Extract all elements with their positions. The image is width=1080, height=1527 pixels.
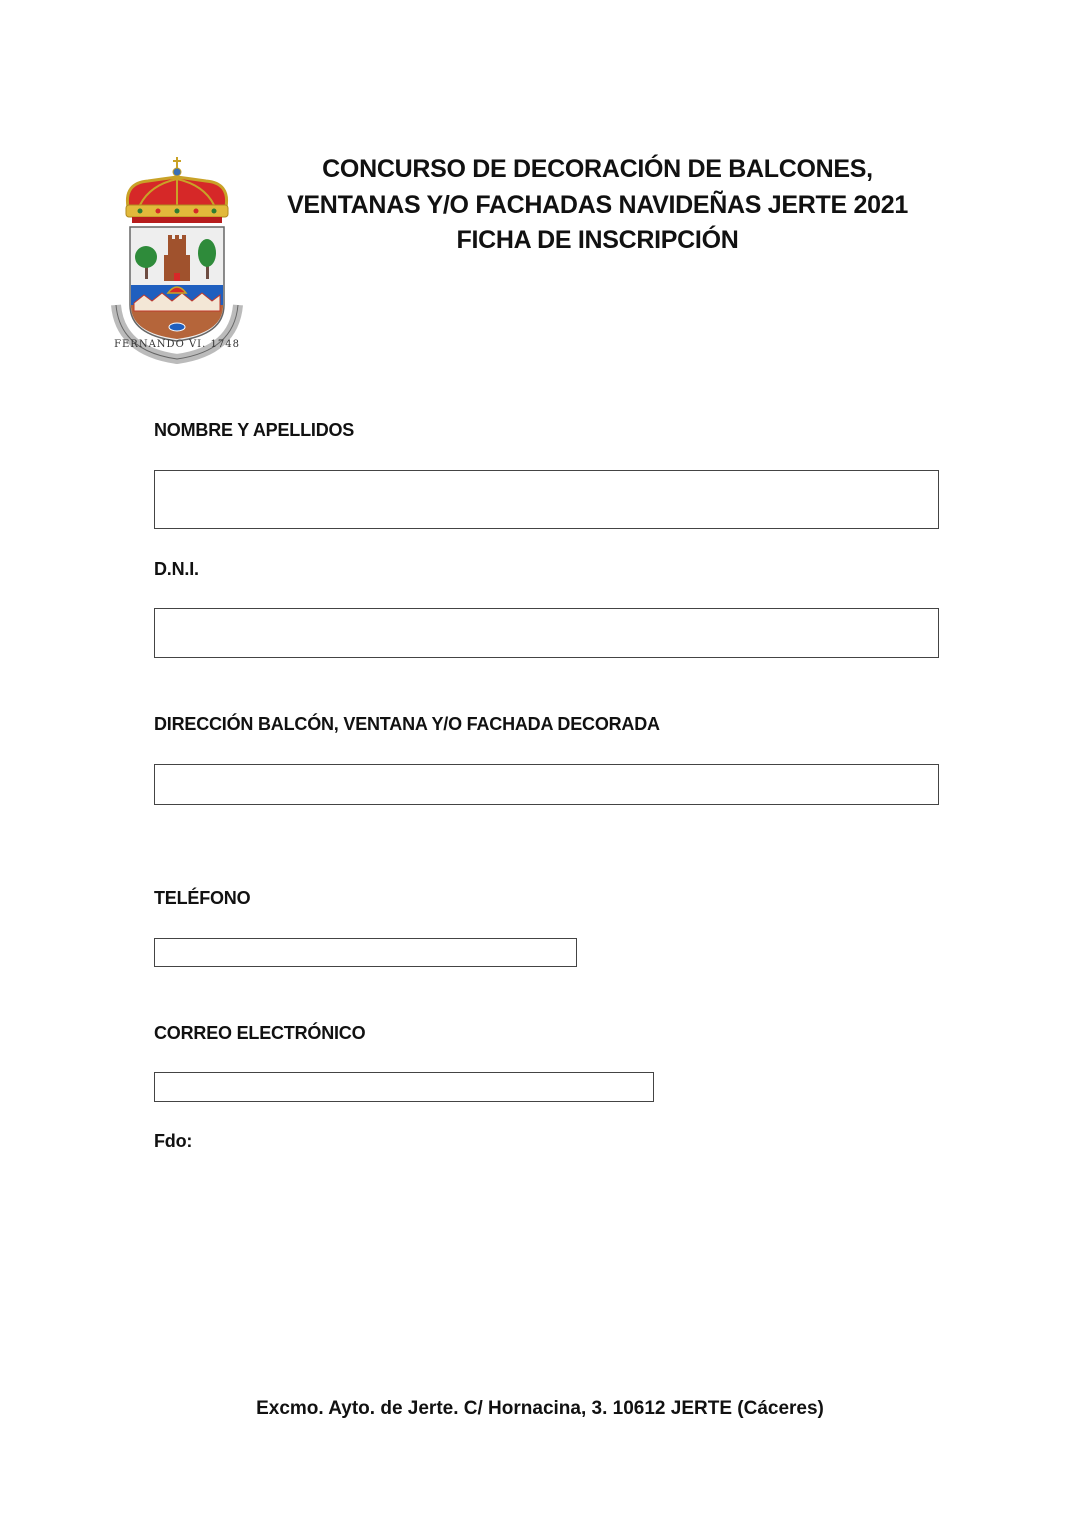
nombre-field[interactable] bbox=[154, 470, 939, 529]
nombre-label: NOMBRE Y APELLIDOS bbox=[154, 420, 355, 440]
title-line-2: VENTANAS Y/O FACHADAS NAVIDEÑAS JERTE 2021 bbox=[287, 190, 908, 219]
crown-icon bbox=[126, 157, 228, 223]
shield-icon bbox=[130, 227, 224, 341]
footer-address: Excmo. Ayto. de Jerte. C/ Hornacina, 3. 10612 JERTE (Cáceres) bbox=[256, 1398, 824, 1419]
svg-text:FERNANDO VI. 1748: FERNANDO VI. 1748 bbox=[114, 339, 240, 350]
dni-label: D.N.I. bbox=[154, 559, 199, 579]
telefono-label: TELÉFONO bbox=[154, 888, 251, 908]
municipal-coat-of-arms bbox=[110, 155, 245, 365]
title-line-3: FICHA DE INSCRIPCIÓN bbox=[456, 226, 739, 254]
firma-label: Fdo: bbox=[154, 1131, 193, 1151]
correo-label: CORREO ELECTRÓNICO bbox=[154, 1023, 366, 1043]
direccion-label: DIRECCIÓN BALCÓN, VENTANA Y/O FACHADA DECORADA bbox=[154, 714, 660, 734]
dni-field[interactable] bbox=[154, 608, 939, 658]
telefono-field[interactable] bbox=[154, 938, 577, 967]
title-line-1: CONCURSO DE DECORACIÓN DE BALCONES, bbox=[322, 155, 873, 183]
direccion-field[interactable] bbox=[154, 764, 939, 805]
document-title bbox=[270, 152, 925, 259]
correo-field[interactable] bbox=[154, 1072, 654, 1102]
